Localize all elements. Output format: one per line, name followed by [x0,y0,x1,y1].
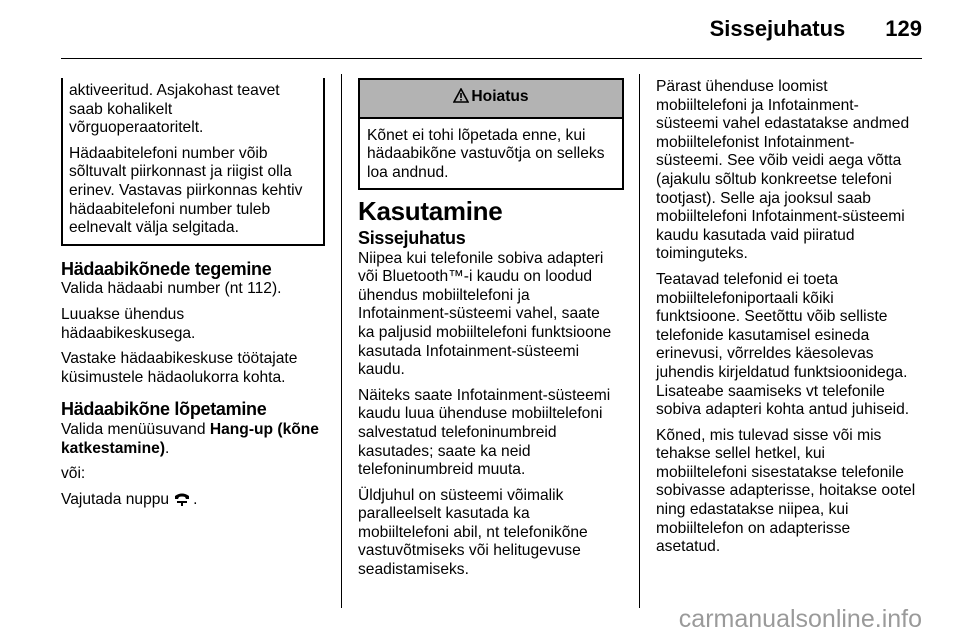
warning-header [360,80,622,119]
paragraph-compatibility: Teatavad telefonid ei toeta mobiiltelefoniportaali kõiki funktsioone. Seetõttu võib selliste telefonide kasutamisel esineda erinevusi, võrreldes käesolevas juhendis kirjeldatud funktsioonidega. Lisateabe saamiseks vt telefonile sobiva adapteri kohta antud juhiseid. [656,270,910,419]
warning-title: Hoiatus [471,88,529,105]
paragraph-or: või: [61,465,86,483]
warning-triangle-icon [453,88,469,109]
column-3 [656,78,922,564]
box-paragraph-1: aktiveeritud. Asjakohast teavet saab kohalikelt võrguoperaatoritelt. [69,82,280,137]
paragraph-intro-1: Niipea kui telefonile sobiva adapteri või Bluetooth™-i kaudu on loodud ühendus mobiiltelefoni ja Infotainment-süsteemi vahel, saate ka paljusid mobiiltelefoni funktsioone kasutada Infotainment-süsteemi kaudu. [358,249,612,379]
section-title: Sissejuhatus [709,16,846,41]
paragraph-intro-2: Näiteks saate Infotainment-süsteemi kaudu luua ühenduse mobiiltelefoni salvestatud telefoninumbreid kasutades; saate ka neid telefoninumbreid muuta. [358,386,611,479]
heading-usage: Kasutamine [358,196,503,227]
menu-option-hangup: Hang-up (kõne [209,420,319,438]
paragraph-connection: Pärast ühenduse loomist mobiiltelefoni ja Infotainment- süsteemi vahel edastatakse andmed mobiiltelefonist Infotainment- süsteemi. See võib veidi aega võtta (ajakulu sõltub konkreetse telefoni tootjast). Selle aja jooksul saab mobiiltelefoni Infotainment-süsteemi kaudu kasutada vaid piiratud toiminguteks. [656,78,910,263]
paragraph-dial: Valida hädaabi number (nt 112). [61,280,282,298]
paragraph-connect: Luuakse ühendus hädaabikeskusega. [61,305,196,342]
column-divider-2 [639,74,640,608]
page-header [710,16,922,42]
paragraph-press: Vajutada nuppu . [61,491,325,512]
watermark: carmanualsonline.info [678,605,922,633]
heading-introduction: Sissejuhatus [358,227,466,248]
heading-emergency-call: Hädaabikõnede tegemine [61,258,272,279]
paragraph-hangup: Valida menüüsuvand Hang-up (kõne katkestamine). [61,420,319,457]
column-2 [358,78,624,587]
heading-end-call: Hädaabikõne lõpetamine [61,399,267,420]
warning-text: Kõnet ei tohi lõpetada enne, kui hädaabikõne vastuvõtja on selleks loa andnud. [367,126,605,181]
paragraph-answer: Vastake hädaabikeskuse töötajate küsimustele hädaolukorra kohta. [61,350,298,386]
box-paragraph-2: Hädaabitelefoni number võib sõltuvalt piirkonnast ja riigist olla erinev. Vastavas piirkonnas kehtiv hädaabitelefoni number tuleb eelnevalt välja selgitada. [69,144,303,237]
continued-info-box [61,78,325,246]
header-rule [61,58,922,59]
hang-up-phone-icon [173,492,191,512]
column-1 [61,78,325,518]
paragraph-intro-3: Üldjuhul on süsteemi võimalik paralleelselt kasutada ka mobiiltelefoni abil, nt telefonikõne vastuvõtmiseks või helitugevuse seadistamiseks. [358,486,588,579]
warning-box [358,78,624,190]
paragraph-calls-on-hold: Kõned, mis tulevad sisse või mis tehakse sellel hetkel, kui mobiiltelefoni sisestatakse telefonile sobivasse adapterisse, hoitakse ootel ning edastatakse niipea, kui mobiiltelefon on adapterisse asetatud. [656,426,916,556]
column-divider-1 [341,74,342,608]
page-number: 129 [885,16,922,41]
